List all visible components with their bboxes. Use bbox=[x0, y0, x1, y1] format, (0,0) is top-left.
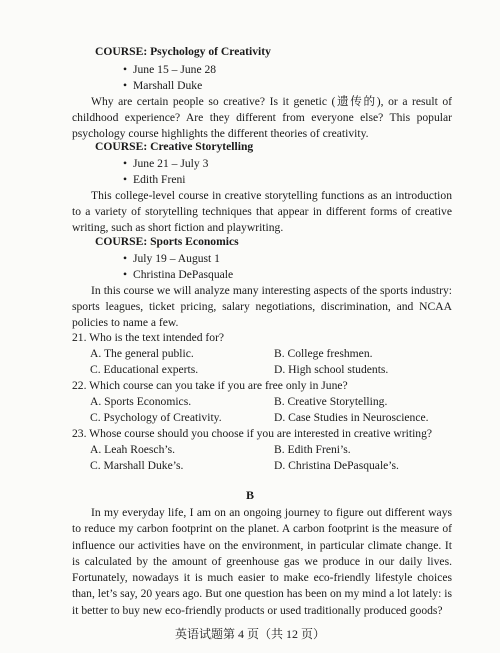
answer-option: B. Creative Storytelling. bbox=[274, 395, 388, 408]
bullet-icon: • bbox=[123, 157, 128, 170]
answer-option: B. Edith Freni’s. bbox=[274, 443, 351, 456]
answer-option: D. High school students. bbox=[274, 363, 389, 376]
bullet-icon: • bbox=[123, 173, 128, 186]
course-dates: • June 21 – July 3 bbox=[123, 157, 209, 170]
course-description: In this course we will analyze many interesting aspects of the sports industry: sports leagues, ticket pricing, salary negotiations, discrimination, and NCAA policies to name a few. bbox=[72, 284, 452, 329]
answer-option: C. Marshall Duke’s. bbox=[90, 459, 184, 472]
course-dates: • July 19 – August 1 bbox=[123, 252, 220, 265]
question-stem: 22. Which course can you take if you are free only in June? bbox=[72, 379, 348, 392]
course-title: COURSE: Creative Storytelling bbox=[95, 140, 254, 153]
bullet-icon: • bbox=[123, 252, 128, 265]
answer-option: A. Leah Roesch’s. bbox=[90, 443, 175, 456]
answer-option: C. Educational experts. bbox=[90, 363, 199, 376]
answer-option: A. The general public. bbox=[90, 347, 194, 360]
course-title: COURSE: Sports Economics bbox=[95, 235, 239, 248]
course-description: Why are certain people so creative? Is it genetic (遗传的), or a result of childhood experience? Are they different from everyone else? This popular psychology course highlights the different theories of creativity. bbox=[72, 95, 452, 140]
bullet-icon: • bbox=[123, 268, 128, 281]
course-dates: • June 15 – June 28 bbox=[123, 63, 217, 76]
passage-paragraph: In my everyday life, I am on an ongoing journey to figure out different ways to reduce my carbon footprint on the planet. A carbon footprint is the measure of influence our activities have on the environment, in particular climate change. It is calculated by the amount of greenhouse gas we produce in our daily lives. Fortunately, nowadays it is much easier to make eco-friendly lifestyle choices than, let’s say, 20 years ago. But one question has been on my mind a lot lately: is it better to buy new eco-friendly products or used traditionally produced goods? bbox=[72, 506, 452, 617]
page-footer: 英语试题第 4 页（共 12 页） bbox=[174, 627, 325, 641]
answer-option: D. Case Studies in Neuroscience. bbox=[274, 411, 429, 424]
course-description: This college-level course in creative storytelling functions as an introduction to a variety of storytelling techniques that appear in different forms of creative writing, such as short fiction and playwriting. bbox=[72, 189, 452, 234]
question-stem: 23. Whose course should you choose if you are interested in creative writing? bbox=[72, 427, 433, 440]
section-heading: B bbox=[245, 488, 254, 502]
answer-option: B. College freshmen. bbox=[274, 347, 373, 360]
question-stem: 21. Who is the text intended for? bbox=[72, 331, 225, 344]
answer-option: C. Psychology of Creativity. bbox=[90, 411, 222, 424]
course-instructor: • Edith Freni bbox=[123, 173, 186, 186]
bullet-icon: • bbox=[123, 63, 128, 76]
course-instructor: • Christina DePasquale bbox=[123, 268, 234, 281]
course-title: COURSE: Psychology of Creativity bbox=[95, 45, 271, 58]
bullet-icon: • bbox=[123, 79, 128, 92]
course-instructor: • Marshall Duke bbox=[123, 79, 203, 92]
answer-option: A. Sports Economics. bbox=[90, 395, 192, 408]
answer-option: D. Christina DePasquale’s. bbox=[274, 459, 399, 472]
